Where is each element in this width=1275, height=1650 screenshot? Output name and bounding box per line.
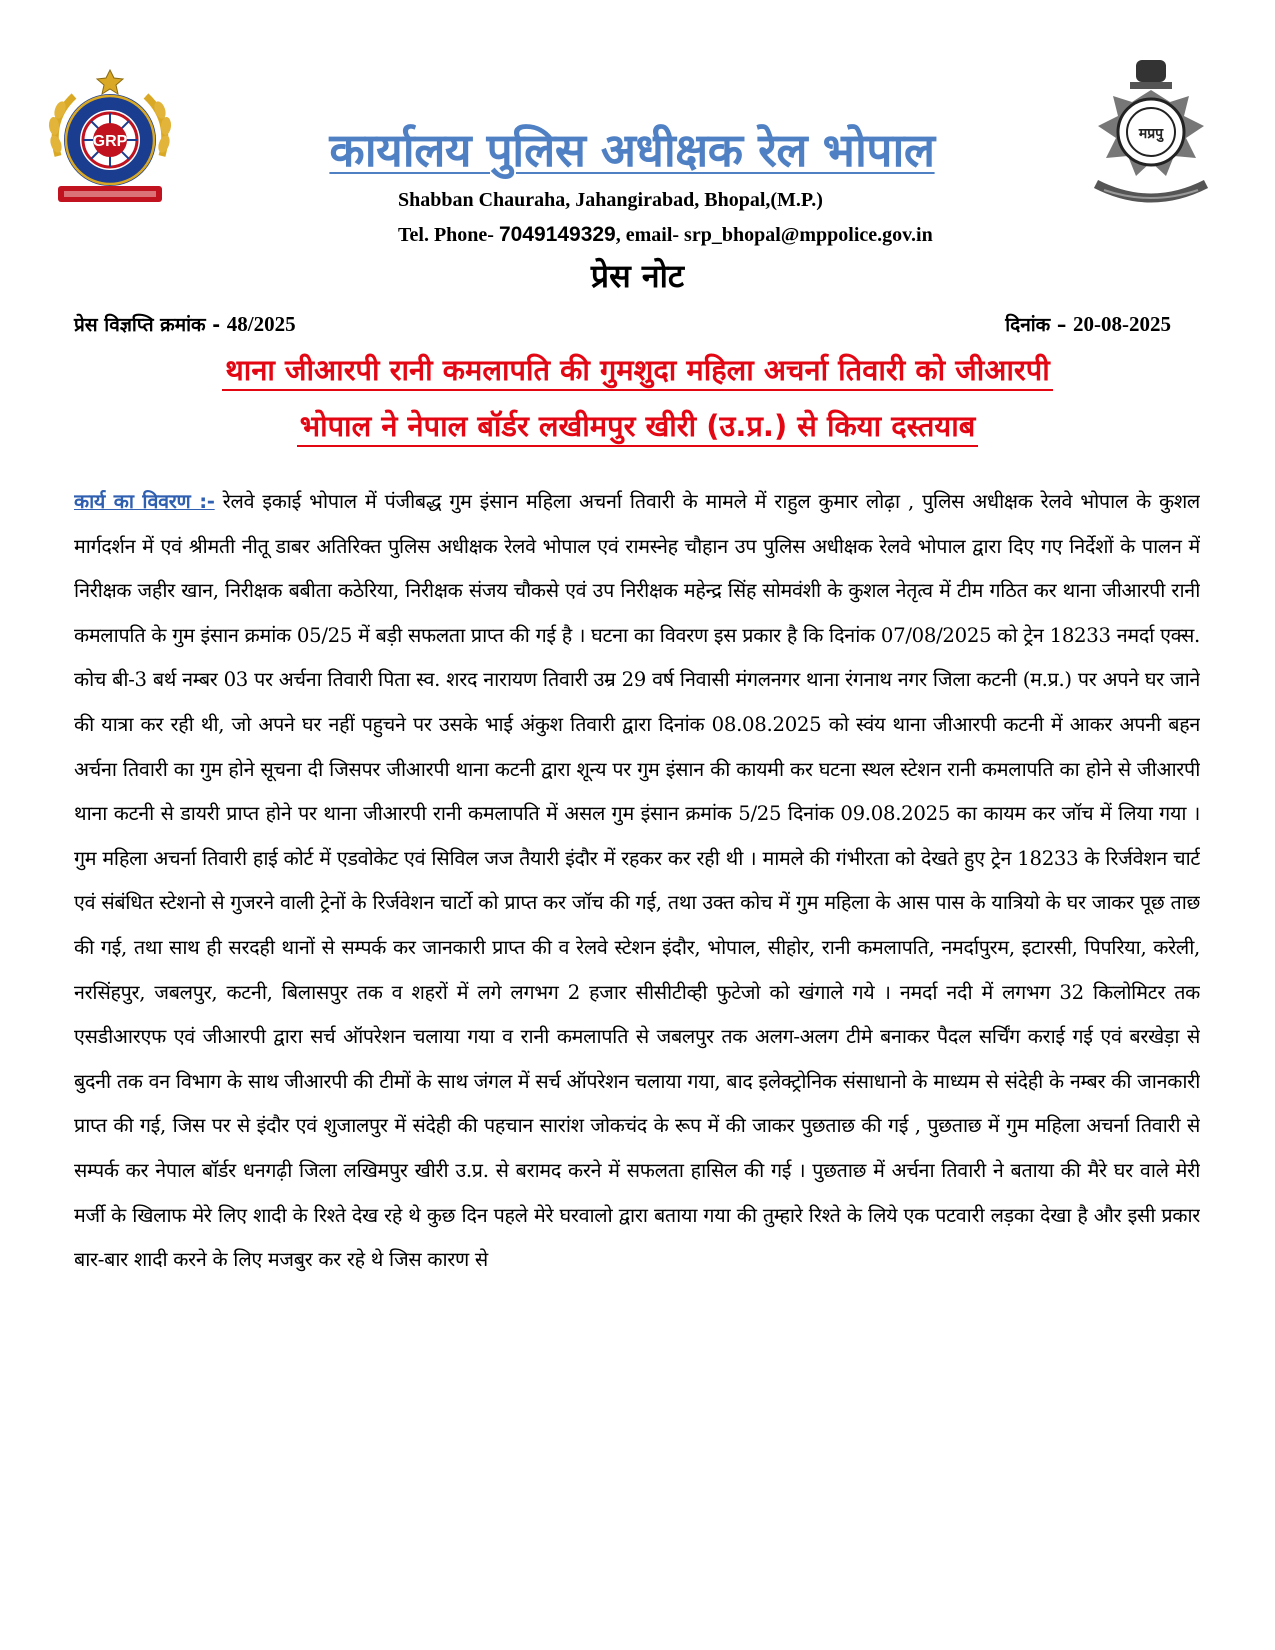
headline-line-2-text: भोपाल ने नेपाल बॉर्डर लखीमपुर खीरी (उ.प्र.) से किया दस्तयाब — [297, 409, 979, 447]
headline-line-1 — [0, 347, 1275, 393]
svg-text:मप्रपु: मप्रपु — [1138, 126, 1164, 142]
svg-text:GRP: GRP — [92, 133, 128, 150]
release-number-label: प्रेस विज्ञप्ति क्रमांक - — [74, 314, 227, 336]
body-text: रेलवे इकाई भोपाल में पंजीबद्ध गुम इंसान महिला अचर्ना तिवारी के मामले में राहुल कुमार लोढ़ा , पुलिस अधीक्षक रेलवे भोपाल के कुशल मार्गदर्शन में एवं श्रीमती नीतू डाबर अतिरिक्त पुलिस अधीक्षक रेलवे भोपाल एवं रामस्नेह चौहान उप पुलिस अधीक्षक रेलवे भोपाल द्वारा दिए गए निर्देशों के पालन में निरीक्षक जहीर खान, निरीक्षक बबीता कठेरिया, निरीक्षक संजय चौकसे एवं उप निरीक्षक महेन्द्र सिंह सोमवंशी के कुशल नेतृत्व में टीम गठित कर थाना जीआरपी रानी कमलापति के गुम इंसान क्रमांक 05/25 में बड़ी सफलता प्राप्त की गई है । घटना का विवरण इस प्रकार है कि दिनांक 07/08/2025 को ट्रेन 18233 नमर्दा एक्स. कोच बी-3 बर्थ नम्बर 03 पर अर्चना तिवारी पिता स्व. शरद नारायण तिवारी उम्र 29 वर्ष निवासी मंगलनगर थाना रंगनाथ नगर जिला कटनी (म.प्र.) पर अपने घर जाने की यात्रा कर रही थी, जो अपने घर नहीं पहुचने पर उसके भाई अंकुश तिवारी द्वारा दिनांक 08.08.2025 को स्वंय थाना जीआरपी कटनी में आकर अपनी बहन अर्चना तिवारी का गुम होने सूचना दी जिसपर जीआरपी थाना कटनी द्वारा शून्य पर गुम इंसान की कायमी कर घटना स्थल स्टेशन रानी कमलापति का होने से जीआरपी थाना कटनी से डायरी प्राप्त होने पर थाना जीआरपी रानी कमलापति में असल गुम इंसान क्रमांक 5/25 दिनांक 09.08.2025 का कायम कर जॉच में लिया गया । गुम महिला अचर्ना तिवारी हाई कोर्ट में एडवोकेट एवं सिविल जज तैयारी इंदौर में रहकर कर रही थी । मामले की गंभीरता को देखते हुए ट्रेन 18233 के रिर्जवेशन चार्ट एवं संबंधित स्टेशनो से गुजरने वाली ट्रेनों के रिर्जवेशन चार्टो को प्राप्त कर जॉच की गई, तथा उक्त कोच में गुम महिला के आस पास के यात्रियो के घर जाकर पूछ ताछ की गई, तथा साथ ही सरदही थानों से सम्पर्क कर जानकारी प्राप्त की व रेलवे स्टेशन इंदौर, भोपाल, सीहोर, रानी कमलापति, नमर्दापुरम, इटारसी, पिपरिया, करेली, नरसिंहपुर, जबलपुर, कटनी, बिलासपुर तक व शहरों में लगे लगभग 2 हजार सीसीटीव्ही फुटेजो को खंगाले गये । नमर्दा नदी में लगभग 32 किलोमिटर तक एसडीआरएफ एवं जीआरपी द्वारा सर्च ऑपरेशन चलाया गया व रानी कमलापति से जबलपुर तक अलग-अलग टीमे बनाकर पैदल सर्चिंग कराई गई एवं बरखेड़ा से बुदनी तक वन विभाग के साथ जीआरपी की टीमों के साथ जंगल में सर्च ऑपरेशन चलाया गया, बाद इलेक्ट्रोनिक संसाधानो के माध्यम से संदेही के नम्बर की जानकारी प्राप्त की गई, जिस पर से इंदौर एवं शुजालपुर में संदेही की पहचान सारांश जोकचंद के रूप में की जाकर पुछताछ की गई , पुछताछ में गुम महिला अचर्ना तिवारी से सम्पर्क कर नेपाल बॉर्डर धनगढ़ी जिला लखिमपुर खीरी उ.प्र. से बरामद करने में सफलता हासिल की गई । पुछताछ में अर्चना तिवारी ने बताया की मैरे घर वाले मेरी मर्जी के खिलाफ मेरे लिए शादी के रिश्ते देख रहे थे कुछ दिन पहले मेरे घरवालो द्वारा बताया गया की तुम्हारे रिश्ते के लिये एक पटवारी लड़का देखा है और इसी प्रकार बार-बार शादी करने के लिए मजबुर कर रहे थे जिस कारण से — [74, 490, 1200, 1272]
mp-police-emblem-icon — [1074, 56, 1228, 216]
phone-number: 7049149329 — [498, 223, 616, 246]
headline-line-1-text: थाना जीआरपी रानी कमलापति की गुमशुदा महिला अचर्ना तिवारी को जीआरपी — [222, 353, 1052, 391]
contact-email: , email- srp_bhopal@mppolice.gov.in — [615, 224, 933, 246]
office-address: Shabban Chauraha, Jahangirabad, Bhopal,(M.P.) — [398, 189, 823, 211]
release-date — [1005, 310, 1171, 339]
headline-line-2 — [0, 403, 1275, 449]
body-paragraph — [74, 480, 1200, 1630]
grp-emblem-icon — [44, 64, 176, 212]
contact-prefix: Tel. Phone- — [398, 224, 499, 246]
office-title: कार्यालय पुलिस अधीक्षक रेल भोपाल — [329, 123, 935, 177]
release-number — [74, 310, 296, 339]
press-note-heading: प्रेस नोट — [590, 257, 685, 295]
contact-line — [398, 222, 933, 248]
release-number-value: 48/2025 — [226, 312, 296, 336]
release-date-label: दिनांक – — [1005, 314, 1073, 336]
body-lead-label: कार्य का विवरण :- — [74, 490, 215, 513]
release-date-value: 20-08-2025 — [1073, 312, 1171, 336]
